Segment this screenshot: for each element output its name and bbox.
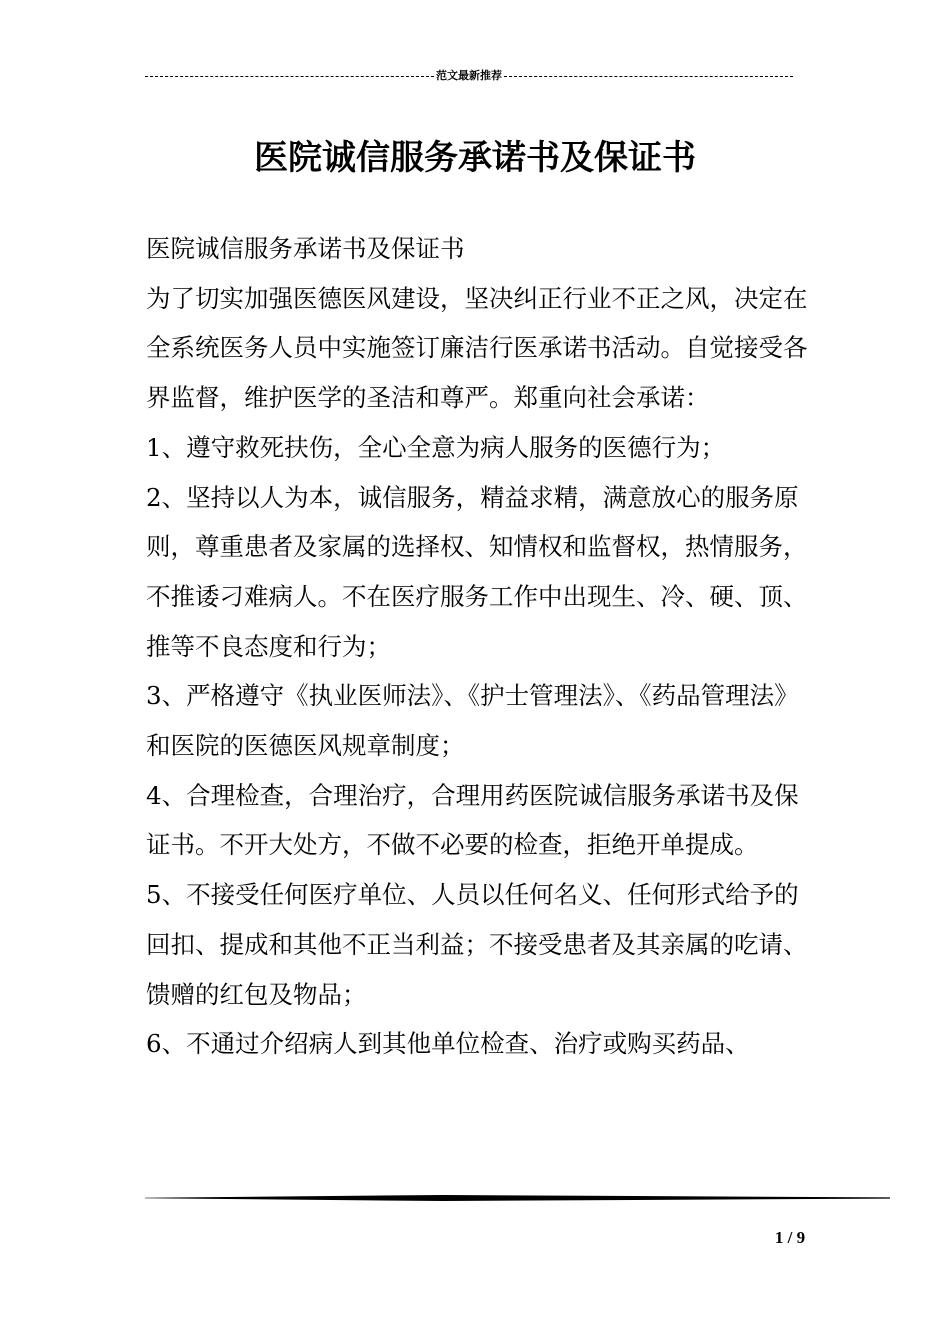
page-number: 1 / 9: [774, 1228, 806, 1247]
paragraph: 2、坚持以人为本，诚信服务，精益求精，满意放心的服务原则，尊重患者及家属的选择权、知情权和监督权，热情服务，不推诿刁难病人。不在医疗服务工作中出现生、冷、硬、顶、推等不良态度和行为；: [146, 482, 808, 661]
paragraph: 3、严格遵守《执业医师法》、《护士管理法》、《药品管理法》和医院的医德医风规章制度；: [146, 681, 799, 761]
footer-divider: [145, 1195, 890, 1201]
paragraph: 4、合理检查，合理治疗，合理用药医院诚信服务承诺书及保证书。不开大处方，不做不必要的检查，拒绝开单提成。: [146, 780, 799, 860]
header-dash-right: [504, 76, 793, 77]
paragraph: 5、不接受任何医疗单位、人员以任何名义、任何形式给予的回扣、提成和其他不正当利益；不接受患者及其亲属的吃请、馈赠的红包及物品；: [146, 880, 808, 1009]
paragraph: 为了切实加强医德医风建设，坚决纠正行业不正之风，决定在全系统医务人员中实施签订廉洁行医承诺书活动。自觉接受各界监督，维护医学的圣洁和尊严。郑重向社会承诺：: [146, 283, 808, 413]
document-title: 医院诚信服务承诺书及保证书: [254, 138, 696, 178]
paragraph: 1、遵守救死扶伤，全心全意为病人服务的医德行为；: [146, 432, 726, 462]
header-dash-left: [145, 76, 434, 77]
header-text: 范文最新推荐: [436, 70, 502, 82]
paragraph: 医院诚信服务承诺书及保证书: [146, 234, 465, 263]
document-body: [146, 224, 814, 1069]
paragraph: 6、不通过介绍病人到其他单位检查、治疗或购买药品、: [146, 1029, 750, 1059]
page-header: [145, 68, 793, 84]
